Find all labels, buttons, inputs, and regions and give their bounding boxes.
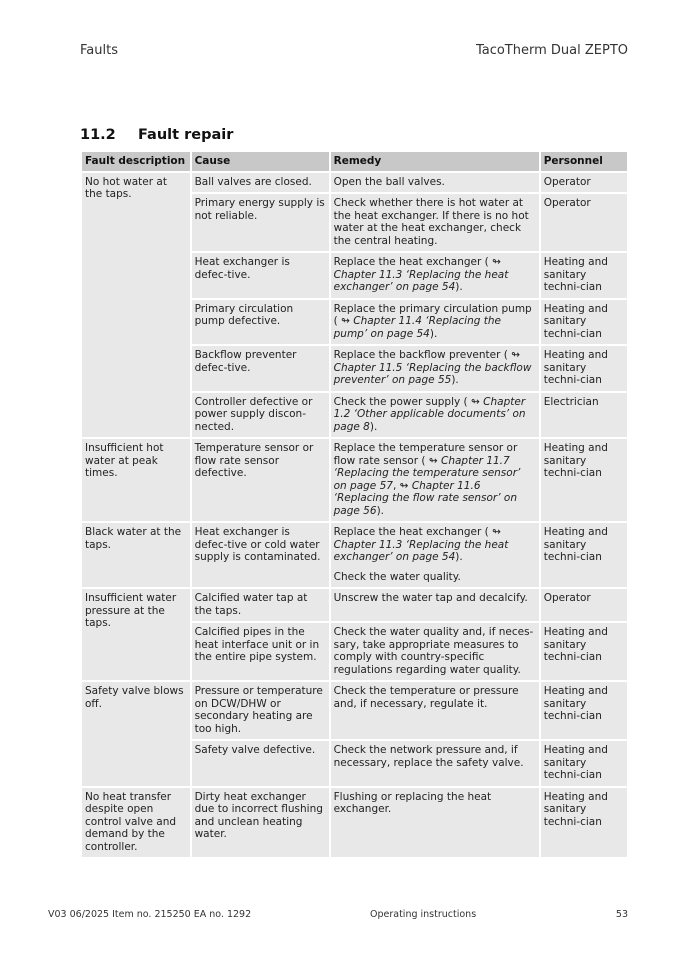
cause-cell: Backflow preventer defec-tive. — [192, 346, 329, 391]
fault-cell: Black water at the taps. — [82, 523, 190, 587]
table-row — [82, 788, 627, 858]
personnel-cell: Heating and sanitary techni-cian — [541, 300, 627, 345]
cause-cell: Heat exchanger is defec-tive or cold water supply is contaminated. — [192, 523, 329, 587]
footer-doc-type: Operating instructions — [370, 909, 477, 920]
remedy-cell: Check the network pressure and, if necessary, replace the safety valve. — [331, 741, 539, 786]
personnel-cell: Operator — [541, 173, 627, 193]
chapter-link[interactable]: Chapter 11.7 ‘Replacing the temperature sensor’ on page 57 — [333, 454, 521, 492]
remedy-cell — [331, 393, 539, 438]
arrow-reference-icon: ↬ — [341, 315, 350, 327]
arrow-reference-icon: ↬ — [492, 256, 501, 268]
remedy-cell: Flushing or replacing the heat exchanger. — [331, 788, 539, 858]
remedy-cell: Open the ball valves. — [331, 173, 539, 193]
personnel-cell: Heating and sanitary techni-cian — [541, 439, 627, 521]
personnel-cell: Heating and sanitary techni-cian — [541, 623, 627, 680]
chapter-link[interactable]: Chapter 1.2 ‘Other applicable documents’ on page 8 — [333, 395, 526, 433]
arrow-reference-icon: ↬ — [492, 526, 501, 538]
remedy-text: Check the power supply ( — [333, 395, 468, 408]
cause-cell: Primary energy supply is not reliable. — [192, 194, 329, 251]
remedy-note: Check the water quality. — [333, 570, 461, 583]
remedy-cell — [331, 253, 539, 298]
remedy-cell: Check whether there is hot water at the heat exchanger. If there is no hot water at the heat exchanger, check the central heating. — [331, 194, 539, 251]
personnel-cell: Operator — [541, 194, 627, 251]
personnel-cell: Heating and sanitary techni-cian — [541, 682, 627, 739]
remedy-cell — [331, 300, 539, 345]
fault-cell: Insufficient water pressure at the taps. — [82, 589, 190, 680]
cause-cell: Controller defective or power supply discon-nected. — [192, 393, 329, 438]
table-row — [82, 439, 627, 521]
col-fault-description: Fault description — [82, 152, 190, 171]
fault-cell: Insufficient hot water at peak times. — [82, 439, 190, 521]
remedy-text: Replace the temperature sensor or flow rate sensor ( — [333, 442, 518, 467]
section-name: Fault repair — [138, 127, 234, 143]
remedy-cell — [331, 346, 539, 391]
personnel-cell: Operator — [541, 589, 627, 621]
section-number: 11.2 — [80, 127, 116, 143]
fault-table — [80, 150, 629, 859]
cause-cell: Calcified water tap at the taps. — [192, 589, 329, 621]
remedy-end: ). — [455, 551, 463, 563]
remedy-text: Replace the backflow preventer ( — [333, 349, 508, 361]
col-remedy: Remedy — [331, 152, 539, 171]
remedy-end: ). — [369, 420, 378, 433]
cause-cell: Heat exchanger is defec-tive. — [192, 253, 329, 298]
fault-cell: Safety valve blows off. — [82, 682, 190, 786]
cause-cell: Dirty heat exchanger due to incorrect flushing and unclean heating water. — [192, 788, 329, 858]
personnel-cell: Heating and sanitary techni-cian — [541, 788, 627, 858]
header-chapter: Faults — [80, 43, 118, 58]
cause-cell: Calcified pipes in the heat interface unit or in the entire pipe system. — [192, 623, 329, 680]
cause-cell: Temperature sensor or flow rate sensor defective. — [192, 439, 329, 521]
remedy-cell: Check the water quality and, if neces-sary, take appropriate measures to comply with country-specific regulations regarding water quality. — [331, 623, 539, 680]
cause-cell: Safety valve defective. — [192, 741, 329, 786]
remedy-end: ). — [451, 374, 459, 386]
remedy-cell: Unscrew the water tap and decalcify. — [331, 589, 539, 621]
remedy-cell — [331, 439, 539, 521]
table-row — [82, 589, 627, 621]
fault-cell: No hot water at the taps. — [82, 173, 190, 438]
remedy-text: Replace the heat exchanger ( — [333, 526, 489, 538]
table-row — [82, 682, 627, 739]
fault-cell: No heat transfer despite open control valve and demand by the controller. — [82, 788, 190, 858]
cause-cell: Ball valves are closed. — [192, 173, 329, 193]
chapter-link[interactable]: Chapter 11.3 ‘Replacing the heat exchanger’ on page 54 — [333, 538, 509, 563]
remedy-end: ). — [376, 504, 384, 517]
arrow-reference-icon: ↬ — [511, 349, 521, 361]
col-personnel: Personnel — [541, 152, 627, 171]
remedy-cell: Check the temperature or pressure and, if necessary, regulate it. — [331, 682, 539, 739]
remedy-text: Replace the heat exchanger ( — [333, 256, 489, 268]
remedy-cell — [331, 523, 539, 587]
page-number: 53 — [615, 909, 628, 920]
cause-cell: Pressure or temperature on DCW/DHW or secondary heating are too high. — [192, 682, 329, 739]
table-row — [82, 173, 627, 193]
arrow-reference-icon: ↬ — [471, 395, 480, 408]
remedy-separator: , — [392, 479, 397, 492]
section-title — [80, 127, 233, 143]
personnel-cell: Heating and sanitary techni-cian — [541, 741, 627, 786]
chapter-link[interactable]: Chapter 11.4 ‘Replacing the pump’ on page 54 — [333, 315, 501, 340]
chapter-link[interactable]: Chapter 11.5 ‘Replacing the backflow preventer’ on page 55 — [333, 361, 532, 386]
personnel-cell: Heating and sanitary techni-cian — [541, 346, 627, 391]
personnel-cell: Heating and sanitary techni-cian — [541, 253, 627, 298]
footer-version: V03 06/2025 Item no. 215250 EA no. 1292 — [48, 909, 252, 920]
chapter-link[interactable]: Chapter 11.6 ‘Replacing the flow rate sensor’ on page 56 — [333, 479, 518, 517]
arrow-reference-icon: ↬ — [399, 479, 409, 492]
chapter-link[interactable]: Chapter 11.3 ‘Replacing the heat exchanger’ on page 54 — [333, 268, 509, 293]
cause-cell: Primary circulation pump defective. — [192, 300, 329, 345]
personnel-cell: Heating and sanitary techni-cian — [541, 523, 627, 587]
remedy-end: ). — [429, 327, 438, 340]
arrow-reference-icon: ↬ — [428, 454, 438, 467]
header-product: TacoTherm Dual ZEPTO — [475, 43, 628, 58]
table-row — [82, 523, 627, 587]
personnel-cell: Electrician — [541, 393, 627, 438]
table-header-row — [82, 152, 627, 171]
remedy-end: ). — [455, 281, 463, 293]
col-cause: Cause — [192, 152, 329, 171]
remedy-text: Replace the primary circulation pump ( — [333, 302, 532, 327]
